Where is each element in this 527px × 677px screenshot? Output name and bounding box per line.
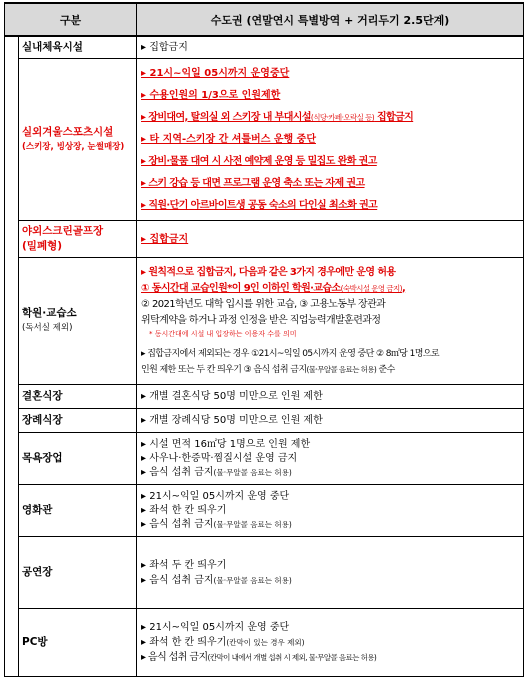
row-content — [137, 537, 524, 609]
list-item: ▸ 타 지역-스키장 간 셔틀버스 운행 중단 — [141, 133, 316, 145]
list-item: ▸ 좌석 두 칸 띄우기 — [141, 559, 227, 571]
list-item: ▸ 직원·단기 아르바이트생 공동 숙소의 다인실 최소화 권고 — [141, 199, 378, 211]
row-content — [137, 385, 524, 409]
row-title: 실외겨울스포츠시설 — [22, 125, 114, 138]
row-name: 결혼식장 — [19, 385, 137, 409]
footnote: * 동시간대에 시설 내 입장하는 이용자 수를 의미 — [149, 329, 297, 338]
list-item: ▸ 원칙적으로 집합금지, 다음과 같은 3가지 경우에만 운영 허용 — [141, 266, 396, 278]
row-subtitle: (독서실 제외) — [22, 323, 73, 333]
row-content — [137, 609, 524, 677]
row-content — [137, 258, 524, 385]
list-item: ② 2021학년도 대학 입시를 위한 교습, ③ 고용노동부 장관과 — [141, 298, 386, 310]
row-content — [137, 59, 524, 221]
list-item: ▸ 집합금지 — [141, 233, 189, 245]
row-bath — [5, 433, 524, 485]
row-name: 장례식장 — [19, 409, 137, 433]
row-content — [137, 433, 524, 485]
row-name — [19, 59, 137, 221]
row-content — [137, 485, 524, 537]
row-wedding — [5, 385, 524, 409]
row-name: 영화관 — [19, 485, 137, 537]
row-name — [19, 221, 137, 258]
list-item: ▸ 사우나·한증막·찜질시설 운영 금지 — [141, 452, 298, 464]
row-funeral — [5, 409, 524, 433]
table-header-row — [5, 3, 524, 36]
row-name: 공연장 — [19, 537, 137, 609]
list-item: ▸ 음식 섭취 금지(물·무알콜 음료는 허용) — [141, 574, 292, 586]
row-name: 목욕장업 — [19, 433, 137, 485]
list-item: ▸ 시설 면적 16㎡당 1명으로 인원 제한 — [141, 438, 311, 450]
list-item: ▸ 좌석 한 칸 띄우기(칸막이 있는 경우 제외) — [141, 637, 305, 648]
list-item: ▸ 21시~익일 05시까지 운영중단 — [141, 67, 290, 79]
row-cinema — [5, 485, 524, 537]
row-subtitle: (밀폐형) — [22, 240, 63, 252]
list-item: ▸ 음식 섭취 금지(칸막이 내에서 개별 섭취 시 제외, 물·무알콜 음료는 허용) — [141, 652, 377, 663]
list-item: ▸ 개별 장례식당 50명 미만으로 인원 제한 — [141, 415, 323, 426]
row-pc — [5, 609, 524, 677]
list-item: ▸ 장비·물품 대여 시 사전 예약제 운영 등 밀집도 완화 권고 — [141, 155, 377, 167]
row-name: 실내체육시설 — [19, 36, 137, 59]
row-academy — [5, 258, 524, 385]
row-content — [137, 221, 524, 258]
row-title: 야외스크린골프장 — [22, 225, 104, 237]
list-item: ▸ 장비대여, 탈의실 외 스키장 내 부대시설(식당·카페·오락실 등) 집합금지 — [141, 111, 414, 123]
list-item: ① 동시간대 교습인원*이 9인 이하인 학원·교습소(숙박시설 운영 금지), — [141, 282, 406, 294]
row-indoor-sports — [5, 36, 524, 59]
header-region: 수도권 (연말연시 특별방역 + 거리두기 2.5단계) — [137, 3, 524, 36]
row-title: 학원·교습소 — [22, 307, 77, 319]
list-item: ▸ 음식 섭취 금지(물·무알콜 음료는 허용) — [141, 518, 292, 530]
row-content — [137, 36, 524, 59]
restriction-table — [4, 2, 523, 677]
row-ski — [5, 59, 524, 221]
row-content — [137, 409, 524, 433]
left-rail — [5, 36, 19, 677]
row-name: PC방 — [19, 609, 137, 677]
list-item: ▸ 21시~익일 05시까지 운영 중단 — [141, 622, 290, 633]
row-name — [19, 258, 137, 385]
row-theater — [5, 537, 524, 609]
list-item: ▸ 21시~익일 05시까지 운영 중단 — [141, 490, 290, 502]
list-item: ▸ 수용인원의 1/3으로 인원제한 — [141, 89, 281, 101]
list-item: 인원 제한 또는 두 칸 띄우기 ③ 음식 섭취 금지(물·무알콜 음료는 허용) 준수 — [141, 364, 395, 375]
list-item: ▸ 개별 결혼식당 50명 미만으로 인원 제한 — [141, 391, 323, 402]
list-item: ▸ 음식 섭취 금지(물·무알콜 음료는 허용) — [141, 466, 292, 478]
list-item: ▸ 스키 강습 등 대면 프로그램 운영 축소 또는 자제 권고 — [141, 177, 365, 189]
list-item: ▸ 집합금지 — [141, 42, 188, 53]
row-golf — [5, 221, 524, 258]
list-item: 위탁계약을 하거나 과정 인정을 받은 직업능력개발훈련과정 — [141, 314, 381, 326]
list-item: ▸ 좌석 한 칸 띄우기 — [141, 504, 227, 516]
row-subtitle: (스키장, 빙상장, 눈썰매장) — [22, 141, 125, 152]
header-category: 구분 — [5, 3, 137, 36]
list-item: ▸ 집합금지에서 제외되는 경우 ①21시~익일 05시까지 운영 중단 ② 8㎡당 1명으로 — [141, 348, 440, 359]
